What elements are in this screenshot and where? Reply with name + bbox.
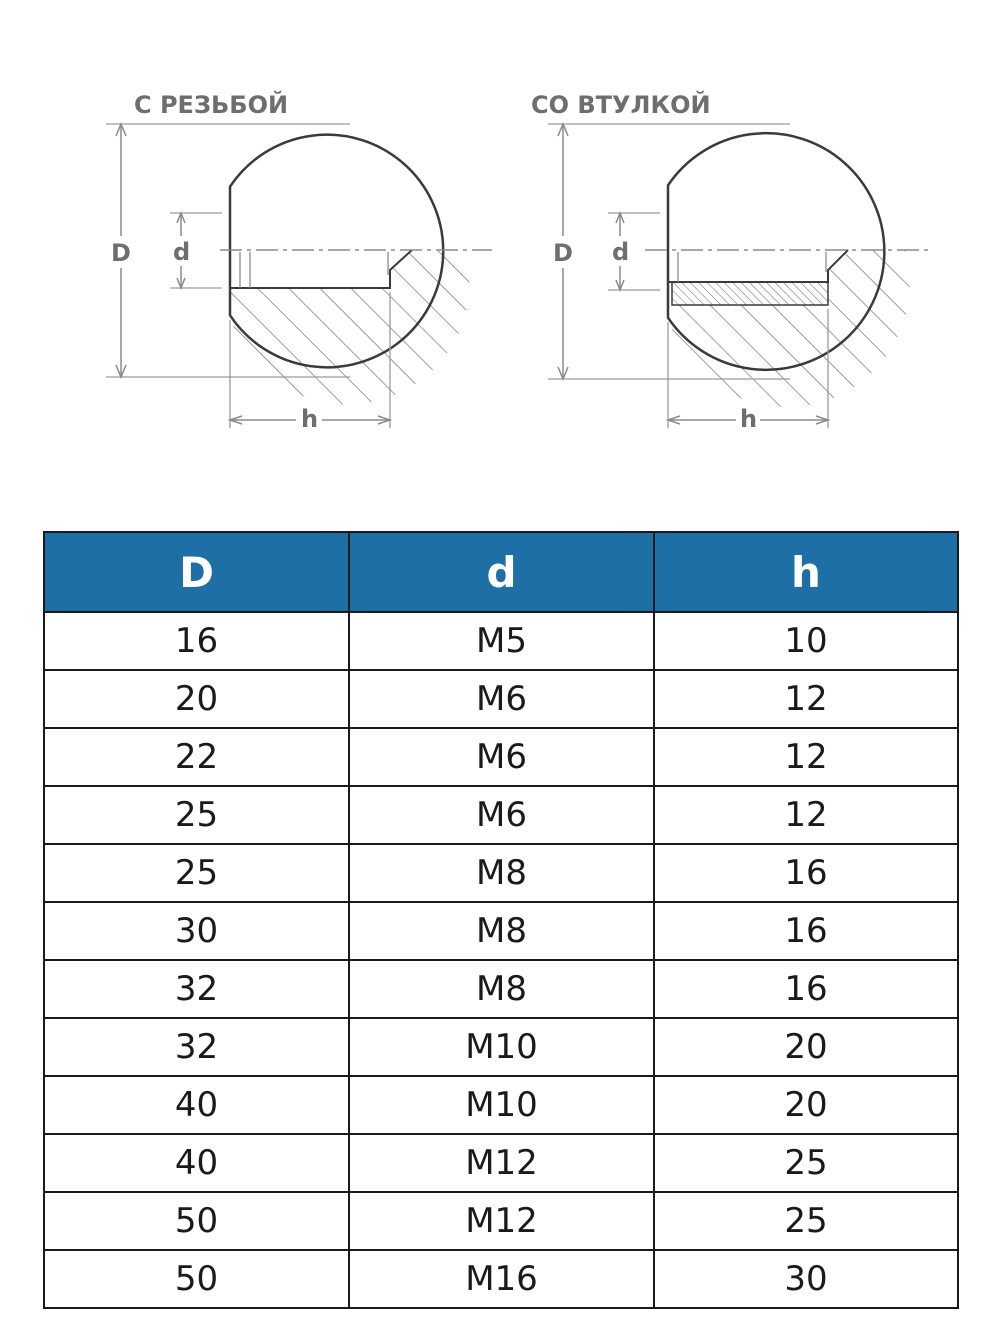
table-row — [44, 1134, 958, 1192]
cell-D: 25 — [44, 786, 349, 844]
cell-h: 30 — [654, 1250, 958, 1308]
cell-D: 32 — [44, 960, 349, 1018]
insert-section-hatch — [668, 250, 910, 407]
cell-D: 40 — [44, 1076, 349, 1134]
cell-h: 20 — [654, 1076, 958, 1134]
cell-D: 22 — [44, 728, 349, 786]
dimension-label-D: D — [111, 239, 131, 267]
cell-h: 12 — [654, 728, 958, 786]
insert-drawing-title: СО ВТУЛКОЙ — [531, 91, 711, 119]
dimension-label-h: h — [740, 405, 758, 433]
cell-d: M10 — [349, 1018, 654, 1076]
column-header-D: D — [44, 532, 349, 612]
cell-d: M8 — [349, 902, 654, 960]
cell-d: M16 — [349, 1250, 654, 1308]
cell-d: M8 — [349, 960, 654, 1018]
table-row — [44, 844, 958, 902]
cell-d: M5 — [349, 612, 654, 670]
table-row — [44, 786, 958, 844]
dimension-label-d: d — [612, 238, 630, 266]
threaded-bore — [230, 250, 412, 288]
cell-D: 32 — [44, 1018, 349, 1076]
cell-d: M8 — [349, 844, 654, 902]
insert-bore — [668, 250, 848, 282]
bushing-insert — [672, 282, 828, 305]
cell-h: 16 — [654, 844, 958, 902]
cell-D: 25 — [44, 844, 349, 902]
technical-drawings — [0, 0, 1000, 470]
cell-h: 25 — [654, 1192, 958, 1250]
cell-d: M6 — [349, 786, 654, 844]
table-row — [44, 1076, 958, 1134]
cell-h: 20 — [654, 1018, 958, 1076]
cell-D: 40 — [44, 1134, 349, 1192]
column-header-d: d — [349, 532, 654, 612]
table-body — [44, 612, 958, 1308]
cell-d: M6 — [349, 670, 654, 728]
table-row — [44, 728, 958, 786]
cell-D: 16 — [44, 612, 349, 670]
cell-d: M6 — [349, 728, 654, 786]
table-row — [44, 1192, 958, 1250]
table-row — [44, 612, 958, 670]
cell-h: 25 — [654, 1134, 958, 1192]
dimensions-table — [43, 531, 959, 1309]
cell-h: 12 — [654, 786, 958, 844]
cell-d: M10 — [349, 1076, 654, 1134]
table-row — [44, 1018, 958, 1076]
dimension-label-h: h — [301, 405, 319, 433]
threaded-section-hatch — [230, 250, 469, 405]
table-row — [44, 960, 958, 1018]
threaded-knob-drawing — [106, 90, 492, 433]
threaded-drawing-title: С РЕЗЬБОЙ — [134, 91, 289, 119]
cell-D: 50 — [44, 1192, 349, 1250]
table-header-row — [44, 532, 958, 612]
column-header-h: h — [654, 532, 958, 612]
insert-knob-drawing — [531, 90, 930, 433]
dimension-label-d: d — [173, 238, 191, 266]
cell-D: 20 — [44, 670, 349, 728]
cell-h: 16 — [654, 960, 958, 1018]
cell-d: M12 — [349, 1134, 654, 1192]
cell-h: 10 — [654, 612, 958, 670]
table-row — [44, 902, 958, 960]
cell-h: 16 — [654, 902, 958, 960]
table-row — [44, 1250, 958, 1308]
table-row — [44, 670, 958, 728]
cell-d: M12 — [349, 1192, 654, 1250]
cell-D: 30 — [44, 902, 349, 960]
cell-h: 12 — [654, 670, 958, 728]
cell-D: 50 — [44, 1250, 349, 1308]
dimension-label-D: D — [553, 239, 573, 267]
